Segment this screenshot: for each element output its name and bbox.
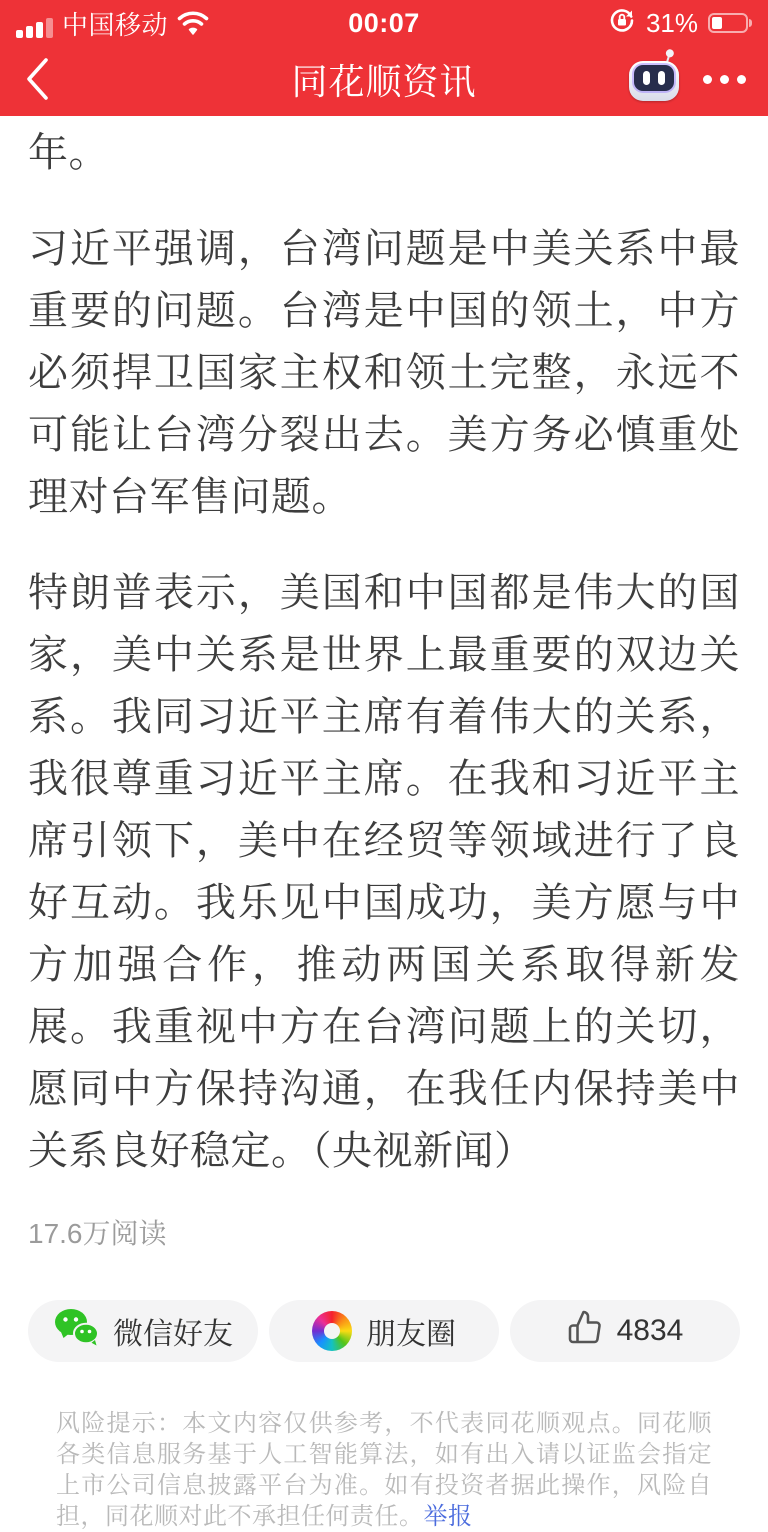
moments-icon (312, 1311, 352, 1351)
disclaimer-text: 风险提示：本文内容仅供参考，不代表同花顺观点。同花顺各类信息服务基于人工智能算法，如有出入请以证监会指定上市公司信息披露平台为准。如有投资者据此操作，风险自担，同花顺对此不承担任何责任。 (56, 1410, 712, 1530)
share-bar (28, 1300, 740, 1362)
ai-assistant-button[interactable] (629, 57, 679, 101)
cellular-signal-icon (16, 18, 53, 42)
share-moments-label: 朋友圈 (366, 1318, 456, 1351)
status-bar (0, 0, 768, 42)
nav-actions (629, 57, 746, 101)
red-header (0, 0, 768, 116)
risk-disclaimer (56, 1408, 712, 1532)
nav-bar (0, 42, 768, 116)
thumbs-up-icon (567, 1309, 603, 1353)
article-paragraph: 习近平强调，台湾问题是中美关系中最重要的问题。台湾是中国的领土，中方必须捍卫国家主权和领土完整，永远不可能让台湾分裂出去。美方务必慎重处理对台军售问题。 (28, 227, 740, 519)
read-count-label: 17.6万阅读 (28, 1218, 167, 1249)
article-paragraph: 特朗普表示，美国和中国都是伟大的国家，美中关系是世界上最重要的双边关系。我同习近平主席有着伟大的关系，我很尊重习近平主席。在我和习近平主席引领下，美中在经贸等领域进行了良好互动。我乐见中国成功，美方愿与中方加强合作，推动两国关系取得新发展。我重视中方在台湾问题上的关切，愿同中方保持沟通，在我任内保持美中关系良好稳定。（央视新闻） (28, 571, 740, 1173)
share-wechat-button[interactable] (28, 1300, 258, 1362)
wifi-icon (177, 9, 209, 42)
wechat-icon (53, 1307, 99, 1355)
article-paragraph: 年。 (28, 131, 109, 175)
like-count-label: 4834 (616, 1314, 684, 1347)
more-menu-button[interactable] (703, 75, 746, 84)
status-left (16, 5, 209, 42)
share-moments-button[interactable] (269, 1300, 499, 1362)
clock: 00:07 (348, 7, 420, 38)
battery-percent-label: 31% (645, 7, 698, 38)
status-right (608, 6, 752, 41)
back-button[interactable] (22, 55, 52, 103)
report-link[interactable]: 举报 (423, 1503, 473, 1530)
battery-icon (708, 13, 752, 33)
orientation-lock-icon (608, 6, 636, 41)
share-wechat-label: 微信好友 (113, 1318, 233, 1351)
like-button[interactable] (510, 1300, 740, 1362)
chevron-left-icon (22, 55, 52, 103)
carrier-label: 中国移动 (62, 9, 169, 40)
article-body (0, 116, 768, 1532)
robot-icon (634, 65, 674, 91)
page-title: 同花顺资讯 (291, 60, 477, 102)
